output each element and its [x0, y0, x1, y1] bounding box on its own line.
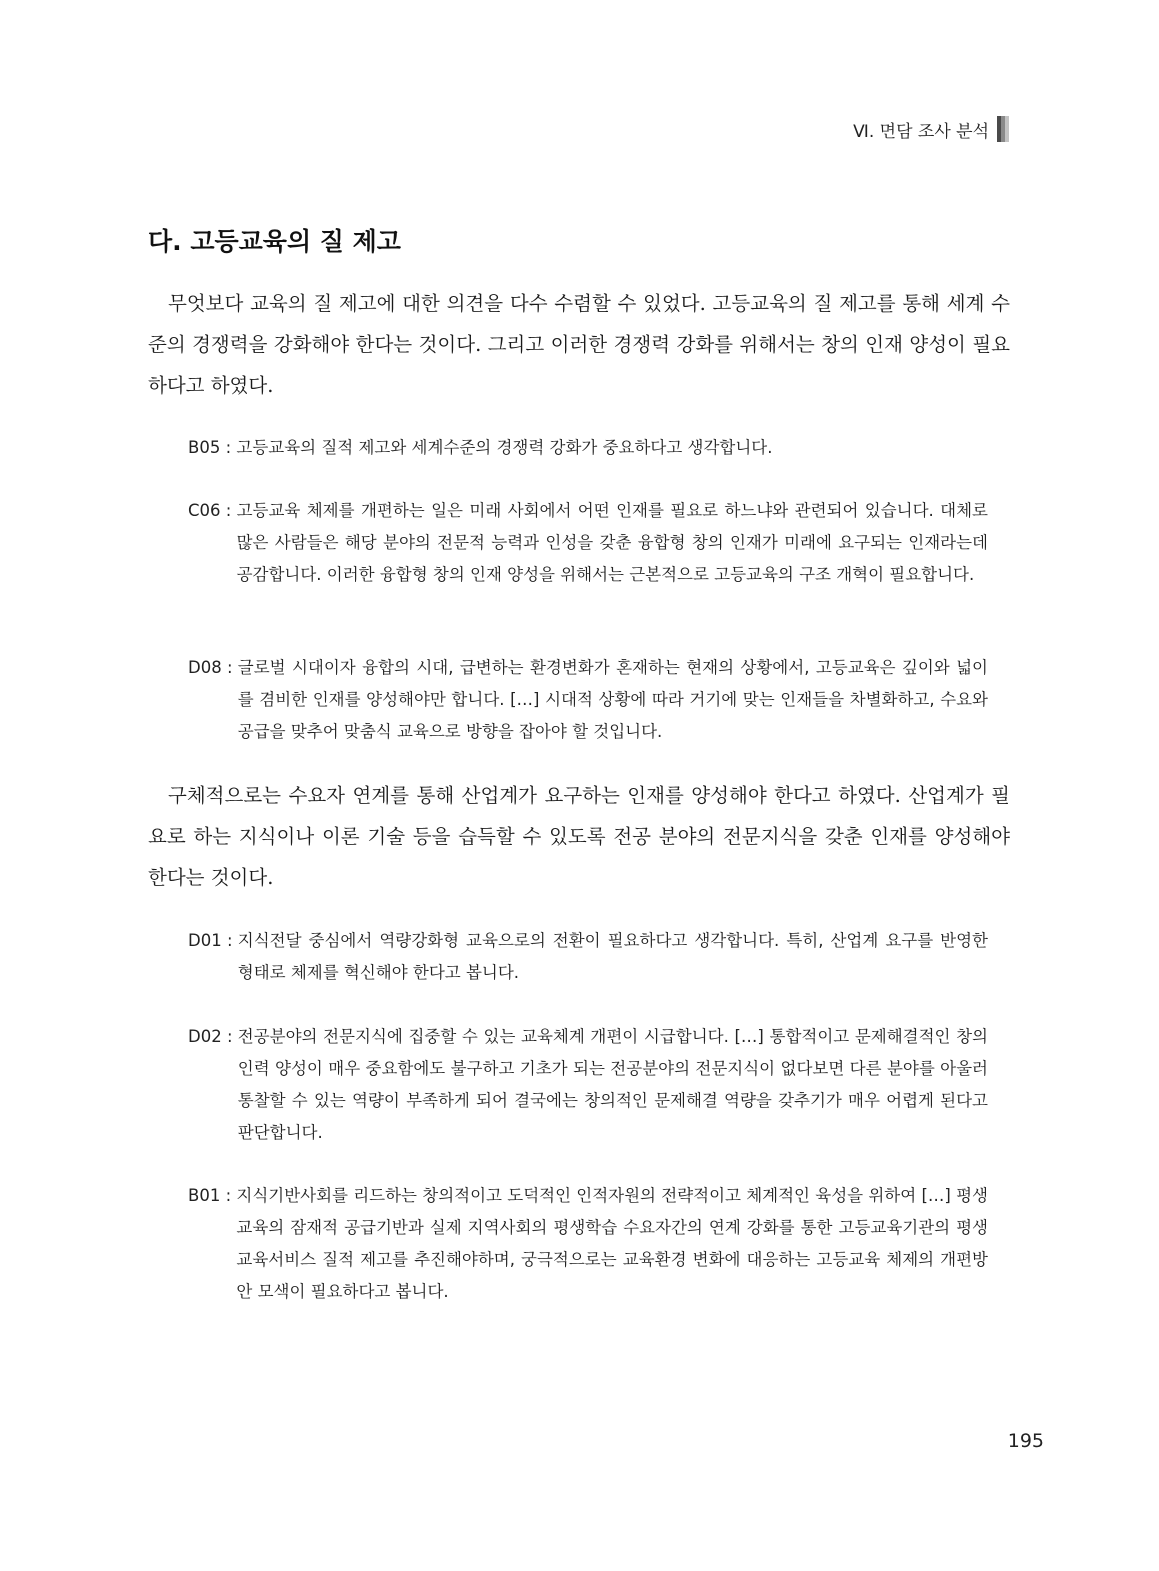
- interview-quote-b01: [188, 1180, 988, 1308]
- interview-quote-d01: [188, 925, 988, 989]
- page-number: 195: [1007, 1430, 1044, 1452]
- section-title: 다. 고등교육의 질 제고: [148, 227, 401, 256]
- quote-text: 고등교육의 질적 제고와 세계수준의 경쟁력 강화가 중요하다고 생각합니다.: [236, 438, 773, 457]
- paragraph-text: 무엇보다 교육의 질 제고에 대한 의견을 다수 수렴할 수 있었다. 고등교육의 질 제고를 통해 세계 수준의 경쟁력을 강화해야 한다는 것이다. 그리고 이러한 경쟁력 강화를 위해서는 창의 인재 양성이 필요하다고 하였다.: [148, 292, 1010, 397]
- paragraph-text: 구체적으로는 수요자 연계를 통해 산업계가 요구하는 인재를 양성해야 한다고 하였다. 산업계가 필요로 하는 지식이나 이론 기술 등을 습득할 수 있도록 전공 분야의 전문지식을 갖춘 인재를 양성해야 한다는 것이다.: [148, 784, 1010, 889]
- body-paragraph-1: [148, 283, 1010, 406]
- interview-quote-c06: [188, 495, 988, 591]
- quote-text: 전공분야의 전문지식에 집중할 수 있는 교육체계 개편이 시급합니다. […] 통합적이고 문제해결적인 창의인력 양성이 매우 중요함에도 불구하고 기초가 되는 전공분야의 전문지식이 없다보면 다른 분야를 아울러 통찰할 수 있는 역량이 부족하게 되어 결국에는 창의적인 문제해결 역량을 갖추기가 매우 어렵게 된다고 판단합니다.: [237, 1027, 988, 1142]
- header-bar-light: [1005, 116, 1009, 142]
- running-header: [853, 116, 1009, 142]
- respondent-code: B01 :: [188, 1186, 237, 1205]
- interview-quote-d02: [188, 1021, 988, 1149]
- quote-text: 고등교육 체제를 개편하는 일은 미래 사회에서 어떤 인재를 필요로 하느냐와 관련되어 있습니다. 대체로 많은 사람들은 해당 분야의 전문적 능력과 인성을 갖춘 융합형 창의 인재가 미래에 요구되는 인재라는데 공감합니다. 이러한 융합형 창의 인재 양성을 위해서는 근본적으로 고등교육의 구조 개혁이 필요합니다.: [236, 501, 988, 584]
- quote-text: 글로벌 시대이자 융합의 시대, 급변하는 환경변화가 혼재하는 현재의 상황에서, 고등교육은 깊이와 넓이를 겸비한 인재를 양성해야만 합니다. […] 시대적 상황에 따라 거기에 맞는 인재들을 차별화하고, 수요와 공급을 맞추어 맞춤식 교육으로 방향을 잡아야 할 것입니다.: [237, 658, 988, 741]
- respondent-code: D01 :: [188, 931, 238, 950]
- header-bar-decoration: [997, 116, 1009, 142]
- respondent-code: C06 :: [188, 501, 237, 520]
- body-paragraph-2: [148, 775, 1010, 898]
- quote-text: 지식기반사회를 리드하는 창의적이고 도덕적인 인적자원의 전략적이고 체계적인 육성을 위하여 […] 평생교육의 잠재적 공급기반과 실제 지역사회의 평생학습 수요자간의 연계 강화를 통한 고등교육기관의 평생교육서비스 질적 제고를 추진해야하며, 궁극적으로는 교육환경 변화에 대응하는 고등교육 체제의 개편방안 모색이 필요하다고 봅니다.: [236, 1186, 988, 1301]
- respondent-code: D02 :: [188, 1027, 238, 1046]
- respondent-code: B05 :: [188, 438, 237, 457]
- respondent-code: D08 :: [188, 658, 238, 677]
- interview-quote-b05: [188, 432, 988, 464]
- running-title: Ⅵ. 면담 조사 분석: [853, 121, 989, 142]
- quote-text: 지식전달 중심에서 역량강화형 교육으로의 전환이 필요하다고 생각합니다. 특히, 산업계 요구를 반영한 형태로 체제를 혁신해야 한다고 봅니다.: [237, 931, 988, 982]
- interview-quote-d08: [188, 652, 988, 748]
